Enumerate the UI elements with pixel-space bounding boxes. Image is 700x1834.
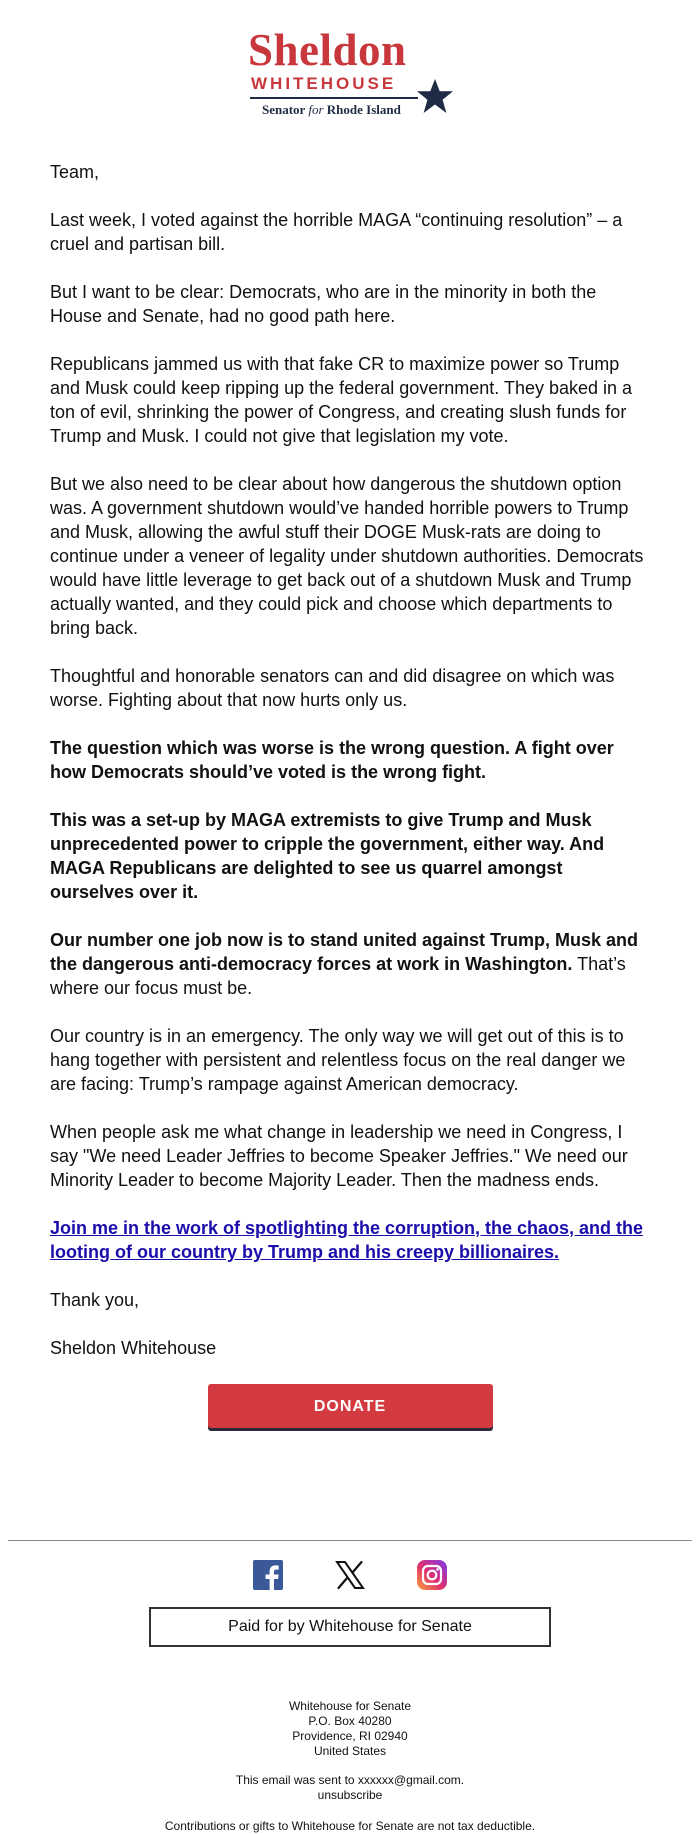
mailing-address	[0, 1699, 700, 1759]
bold-text: The question which was worse is the wrong question. A fight over how Democrats should’ve voted is the wrong fight.	[50, 738, 614, 782]
mixed-paragraph	[50, 928, 650, 1000]
signature: Sheldon Whitehouse	[50, 1338, 217, 1358]
sent-suffix: .	[460, 1773, 465, 1787]
paragraph: When people ask me what change in leadership we need in Congress, I say "We need Leader Jeffries to become Speaker Jeffries." We need our Minority Leader to become Majority Leader. Then the madness ends.	[50, 1122, 628, 1190]
unsubscribe-link[interactable]: unsubscribe	[317, 1788, 383, 1802]
donate-section	[0, 1374, 700, 1504]
sent-prefix: This email was sent to	[235, 1773, 358, 1787]
unsubscribe-row	[0, 1788, 700, 1803]
logo-rule	[250, 97, 418, 99]
paragraph: Our country is in an emergency. The only way we will get out of this is to hang together with persistent and relentless focus on the real danger we are facing: Trump’s rampage against American democracy.	[50, 1026, 626, 1094]
bold-text: Our number one job now is to stand united against Trump, Musk and the dangerous anti-democracy forces at work in Washington.	[50, 930, 639, 974]
sent-notice	[0, 1773, 700, 1788]
logo-first-name: Sheldon	[248, 25, 407, 75]
bold-paragraph	[50, 808, 650, 904]
paragraph: Last week, I voted against the horrible MAGA “continuing resolution” – a cruel and partisan bill.	[50, 210, 623, 254]
facebook-icon[interactable]	[252, 1559, 284, 1591]
address-line: Whitehouse for Senate	[288, 1699, 412, 1713]
social-links	[0, 1541, 700, 1597]
logo-tagline	[262, 102, 401, 118]
tagline-for: for	[308, 102, 324, 117]
paragraph: Republicans jammed us with that fake CR to maximize power so Trump and Musk could keep ripping up the federal government. They baked in a ton of evil, shrinking the power of Congress, and creating slush funds for Trump and Musk. I could not give that legislation my vote.	[50, 354, 633, 446]
paragraph: But we also need to be clear about how dangerous the shutdown option was. A government shutdown would’ve handed horrible powers to Trump and Musk, allowing the awful stuff their DOGE Musk-rats are doing to continue under a veneer of legality under shutdown authorities. Democrats would have little leverage to get back out of a shutdown Musk and Trump actually wanted, and they could pick and choose which departments to bring back.	[50, 474, 644, 638]
message-body	[0, 160, 700, 1360]
logo[interactable]	[248, 26, 458, 122]
instagram-icon[interactable]	[416, 1559, 448, 1591]
donate-button[interactable]: DONATE	[208, 1384, 493, 1428]
bold-paragraph	[50, 736, 650, 784]
x-icon[interactable]	[334, 1559, 366, 1591]
header	[0, 0, 700, 132]
tagline-post: Rhode Island	[323, 102, 401, 117]
tax-note: Contributions or gifts to Whitehouse for Senate are not tax deductible.	[164, 1819, 536, 1833]
greeting: Team,	[50, 162, 100, 182]
logo-last-name: WHITEHOUSE	[251, 74, 397, 93]
address-line: P.O. Box 40280	[308, 1714, 392, 1728]
thanks: Thank you,	[50, 1290, 140, 1310]
paragraph: But I want to be clear: Democrats, who are in the minority in both the House and Senate, had no good path here.	[50, 282, 597, 326]
address-line: Providence, RI 02940	[292, 1729, 408, 1743]
bold-text: This was a set-up by MAGA extremists to give Trump and Musk unprecedented power to cripple the government, either way. And MAGA Republicans are delighted to see us quarrel amongst ourselves over it.	[50, 810, 605, 902]
plain-text: That’s where our focus must be.	[50, 954, 626, 998]
star-icon	[416, 78, 454, 114]
paid-for-box: Paid for by Whitehouse for Senate	[149, 1607, 551, 1647]
cta-link[interactable]: Join me in the work of spotlighting the corruption, the chaos, and the looting of our country by Trump and his creepy billionaires.	[50, 1218, 644, 1262]
cta-paragraph	[50, 1216, 650, 1264]
tagline-pre: Senator	[262, 102, 309, 117]
recipient-email: xxxxxx@gmail.com	[357, 1773, 461, 1787]
address-line: United States	[313, 1744, 387, 1758]
paragraph: Thoughtful and honorable senators can and did disagree on which was worse. Fighting about that now hurts only us.	[50, 666, 615, 710]
